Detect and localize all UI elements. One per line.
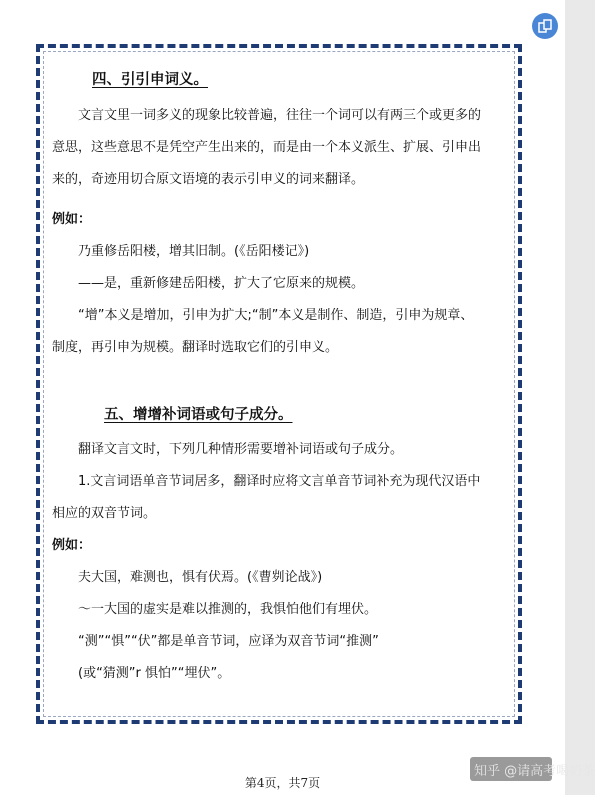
section-5-example-label: 例如： (52, 538, 92, 553)
section-4-line-2: ——是，重新修建岳阳楼，扩大了它原来的规模。 (78, 276, 365, 291)
convert-icon (537, 18, 553, 34)
section-5-point-1: 1.文言词语单音节词居多，翻译时应将文言单音节词补充为现代汉语中相应的双音节词。 (52, 474, 481, 521)
section-4-line-1: 乃重修岳阳楼，增其旧制。(《岳阳楼记》) (78, 244, 310, 259)
section-4-intro: 文言文里一词多义的现象比较普遍，往往一个词可以有两三个或更多的意思，这些意思不是凭空产生出来的，而是由一个本义派生、扩展、引申出来的，奇迹用切合原文语境的表示引申义的词来翻译。 (52, 108, 482, 187)
section-4-heading: 四、引引申词义。 (92, 72, 208, 88)
section-5-heading: 五、增增补词语或句子成分。 (104, 407, 293, 423)
section-5-line-4: (或“猜测”r 惧怕”“埋伏”。 (78, 666, 231, 681)
section-5-line-3: “测”“惧”“伏”都是单音节词，应译为双音节词“推测” (78, 634, 379, 649)
page-number: 第4页，共7页 (244, 776, 321, 790)
watermark-text: 知乎 @请高考喝奶茶 (474, 764, 595, 779)
section-5-intro: 翻译文言文时，下列几种情形需要增补词语或句子成分。 (78, 442, 404, 457)
section-5-line-1: 夫大国，难测也，惧有伏焉。(《曹刿论战》) (78, 570, 323, 585)
section-4-line-3: “增”本义是增加，引申为扩大;“制”本义是制作、制造，引申为规章、制度，再引申为规模。翻译时选取它们的引申义。 (52, 308, 474, 355)
section-4-example-label: 例如： (52, 212, 92, 227)
page-content (52, 62, 482, 690)
convert-button[interactable] (532, 13, 558, 39)
section-5-line-2: ～一大国的虚实是难以推测的，我惧怕他们有埋伏。 (78, 602, 378, 617)
watermark-badge (470, 757, 595, 781)
